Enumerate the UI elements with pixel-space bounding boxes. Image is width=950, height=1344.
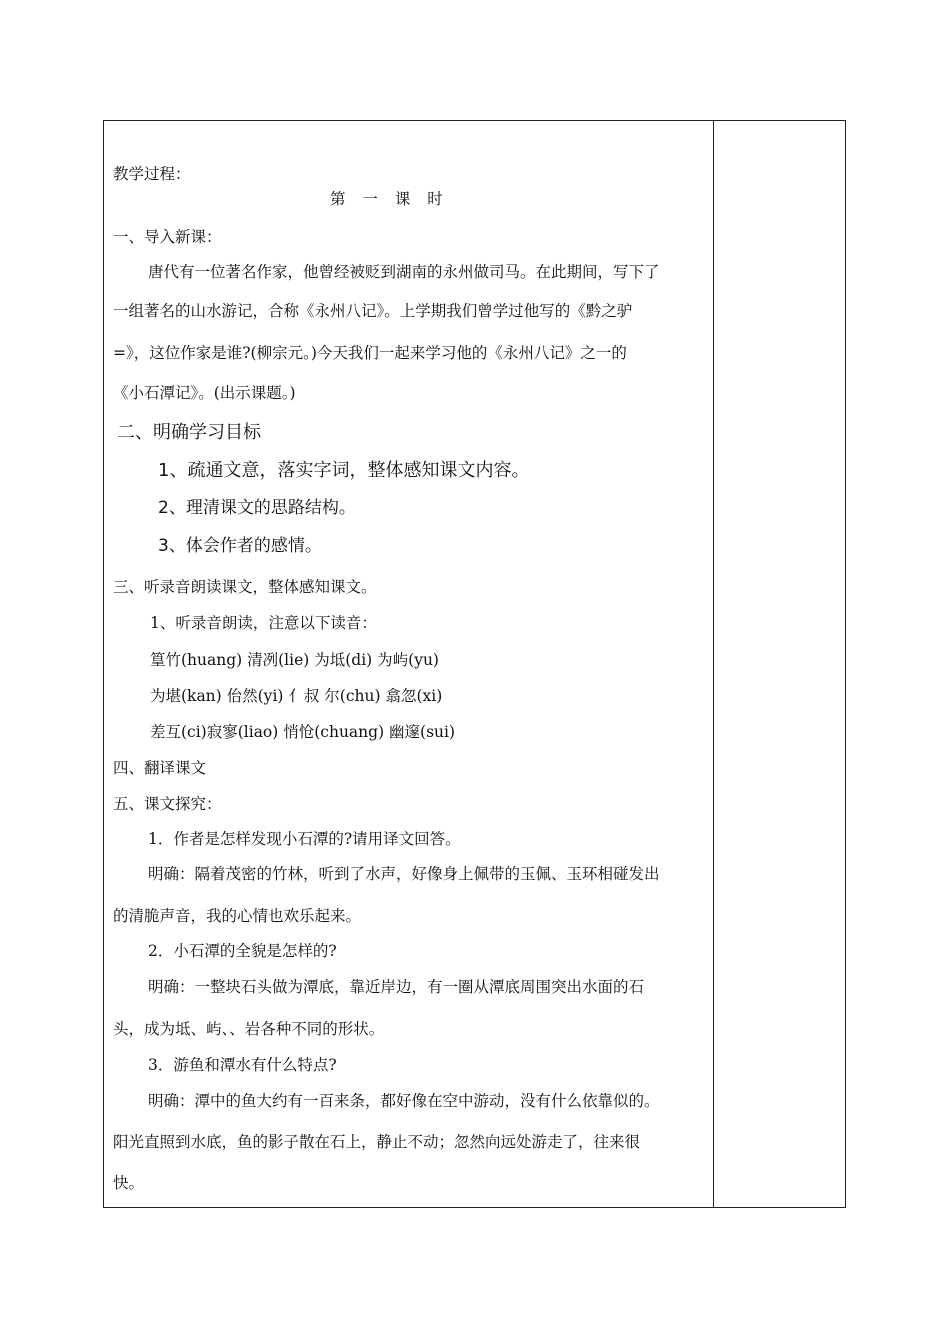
paragraph-line: 唐代有一位著名作家，他曾经被贬到湖南的永州做司马。在此期间，写下了	[148, 263, 660, 281]
table-column-divider	[713, 120, 714, 1208]
question-item: 3．游鱼和潭水有什么特点?	[148, 1056, 337, 1074]
goal-item: 2、理清课文的思路结构。	[158, 498, 356, 518]
pronunciation-line: 差互(ci)寂寥(liao) 悄怆(chuang) 幽邃(sui)	[150, 723, 456, 741]
paragraph-line: 一组著名的山水游记，合称《永州八记》。上学期我们曾学过他写的《黔之驴	[113, 302, 633, 320]
answer-line: 明确：隔着茂密的竹林，听到了水声，好像身上佩带的玉佩、玉环相碰发出	[148, 865, 660, 883]
answer-line: 快。	[113, 1174, 145, 1192]
heading-listen-reading: 三、听录音朗读课文，整体感知课文。	[113, 578, 377, 596]
question-item: 1．作者是怎样发现小石潭的?请用译文回答。	[148, 830, 461, 848]
goal-item: 3、体会作者的感情。	[158, 536, 322, 556]
heading-introduction: 一、导入新课：	[113, 228, 222, 246]
pronunciation-line: 篁竹(huang) 清冽(lie) 为坻(di) 为屿(yu)	[150, 651, 439, 669]
answer-line: 阳光直照到水底，鱼的影子散在石上，静止不动；忽然向远处游走了，往来很	[113, 1133, 641, 1151]
heading-learning-goals: 二、明确学习目标	[117, 422, 261, 443]
answer-line: 的清脆声音，我的心情也欢乐起来。	[113, 907, 362, 925]
heading-inquiry: 五、课文探究：	[113, 795, 222, 813]
goal-item: 1、疏通文意，落实字词，整体感知课文内容。	[158, 460, 530, 481]
paragraph-line: =》，这位作家是谁?(柳宗元。)今天我们一起来学习他的《永州八记》之一的	[113, 344, 627, 362]
question-item: 2．小石潭的全貌是怎样的?	[148, 942, 337, 960]
answer-line: 头，成为坻、屿、、岩各种不同的形状。	[113, 1020, 385, 1038]
pronunciation-line: 为堪(kan) 佁然(yi) 亻叔 尔(chu) 翕忽(xi)	[150, 687, 443, 705]
answer-line: 明确：潭中的鱼大约有一百来条，都好像在空中游动，没有什么依靠似的。	[148, 1092, 660, 1110]
section-label-teaching-process: 教学过程：	[113, 165, 191, 183]
list-item: 1、听录音朗读，注意以下读音：	[150, 614, 377, 632]
heading-translate: 四、翻译课文	[113, 759, 207, 777]
paragraph-line: 《小石潭记》。(出示课题。)	[113, 384, 296, 402]
lesson-period-title: 第 一 课 时	[330, 190, 449, 208]
answer-line: 明确：一整块石头做为潭底，靠近岸边，有一圈从潭底周围突出水面的石	[148, 978, 645, 996]
